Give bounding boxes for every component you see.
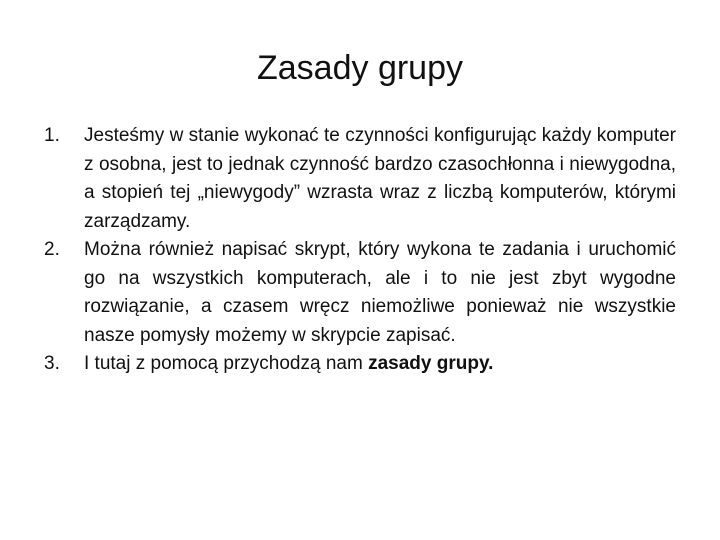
list-item-text: Jesteśmy w stanie wykonać te czynności konfigurując każdy komputer z osobna, jest to jednak czynność bardzo czasochłonna i niewygodna, a stopień tej „niewygody” wzrasta wraz z liczbą komputerów, którymi zarządzamy. xyxy=(84,125,676,232)
list-item-1 xyxy=(36,122,676,236)
list-item-number: 1. xyxy=(44,125,60,146)
list-item-number: 3. xyxy=(44,353,60,374)
slide-title: Zasady grupy xyxy=(257,49,463,87)
list-item-number: 2. xyxy=(44,239,60,260)
list-item-text-bold: zasady grupy. xyxy=(368,353,494,374)
list-item-text: Można również napisać skrypt, który wykona te zadania i uruchomić go na wszystkich komputerach, ale i to nie jest zbyt wygodne rozwiązanie, a czasem wręcz niemożliwe ponieważ nie wszystkie nasze pomysły możemy w skrypcie zapisać. xyxy=(84,239,676,346)
numbered-list xyxy=(36,122,676,379)
list-item-text xyxy=(84,350,676,379)
list-item-text-regular: I tutaj z pomocą przychodzą nam xyxy=(84,353,369,374)
list-item-2 xyxy=(36,236,676,350)
list-item-3 xyxy=(36,350,676,379)
